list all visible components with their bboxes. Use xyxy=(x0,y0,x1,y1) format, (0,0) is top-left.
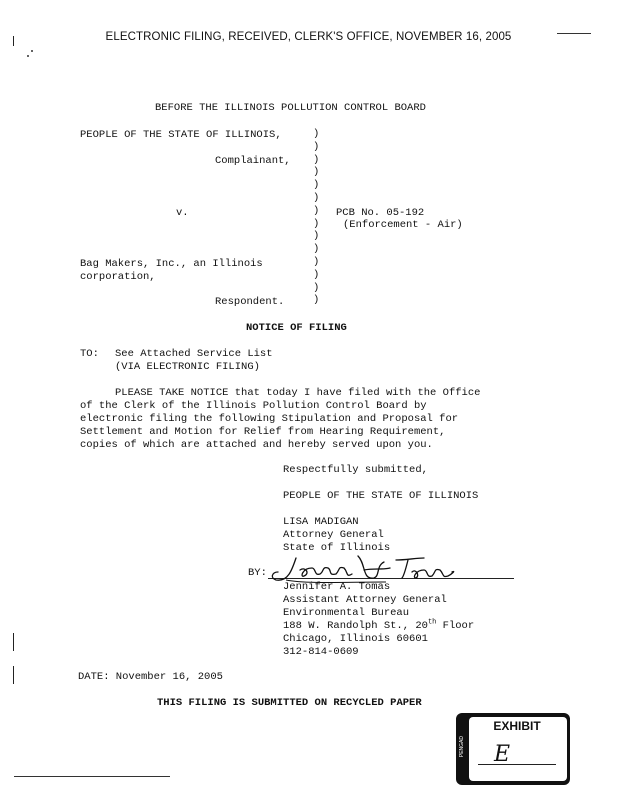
signer-title: Assistant Attorney General xyxy=(283,594,447,606)
margin-mark xyxy=(13,633,14,651)
defendant-role: Respondent. xyxy=(215,296,285,308)
defendant-name-line1: Bag Makers, Inc., an Illinois xyxy=(80,258,263,270)
caption-parentheses: ) ) ) ) ) ) ) ) ) ) ) ) ) ) xyxy=(313,128,320,307)
case-number: PCB No. 05-192 xyxy=(336,207,425,219)
signer-name: Jennifer A. Tomas xyxy=(283,581,391,593)
body-line: of the Clerk of the Illinois Pollution Control Board by xyxy=(80,400,427,412)
body-line: Settlement and Motion for Relief from Hearing Requirement, xyxy=(80,426,446,438)
plaintiff-role: Complainant, xyxy=(215,155,291,167)
scan-speck xyxy=(31,50,33,52)
margin-mark xyxy=(13,666,14,684)
signer-address: 188 W. Randolph St., 20th Floor xyxy=(283,618,475,632)
body-line: PLEASE TAKE NOTICE that today I have filed with the Office xyxy=(115,387,481,399)
plaintiff-name: PEOPLE OF THE STATE OF ILLINOIS, xyxy=(80,129,282,141)
notice-title: NOTICE OF FILING xyxy=(246,322,347,334)
filing-stamp-header: ELECTRONIC FILING, RECEIVED, CLERK'S OFFICE, NOVEMBER 16, 2005 xyxy=(105,31,512,43)
signer-phone: 312-814-0609 xyxy=(283,646,359,658)
service-method: (VIA ELECTRONIC FILING) xyxy=(115,361,260,373)
attorney-name: LISA MADIGAN xyxy=(283,516,359,528)
party-name: PEOPLE OF THE STATE OF ILLINOIS xyxy=(283,490,479,502)
body-line: electronic filing the following Stipulation and Proposal for xyxy=(80,413,459,425)
to-label: TO: xyxy=(80,348,99,360)
date-line: DATE: November 16, 2005 xyxy=(78,671,223,683)
versus-label: v. xyxy=(176,207,189,219)
exhibit-line xyxy=(478,764,556,765)
signer-city: Chicago, Illinois 60601 xyxy=(283,633,428,645)
by-label: BY: xyxy=(248,567,267,579)
margin-mark xyxy=(13,36,14,46)
signer-bureau: Environmental Bureau xyxy=(283,607,410,619)
board-title: BEFORE THE ILLINOIS POLLUTION CONTROL BOARD xyxy=(155,102,426,114)
footer-rule xyxy=(14,776,170,777)
closing: Respectfully submitted, xyxy=(283,464,428,476)
service-list: See Attached Service List xyxy=(115,348,273,360)
exhibit-letter: E xyxy=(494,742,511,767)
recycled-paper-note: THIS FILING IS SUBMITTED ON RECYCLED PAPER xyxy=(157,697,422,709)
case-type: (Enforcement - Air) xyxy=(343,219,463,231)
exhibit-brand: PENGAD xyxy=(459,736,465,758)
defendant-name-line2: corporation, xyxy=(80,271,156,283)
corner-rule xyxy=(557,33,591,34)
scan-speck xyxy=(27,55,29,57)
attorney-state: State of Illinois xyxy=(283,542,391,554)
exhibit-title: EXHIBIT xyxy=(493,719,541,733)
attorney-title: Attorney General xyxy=(283,529,384,541)
body-line: copies of which are attached and hereby served upon you. xyxy=(80,439,433,451)
